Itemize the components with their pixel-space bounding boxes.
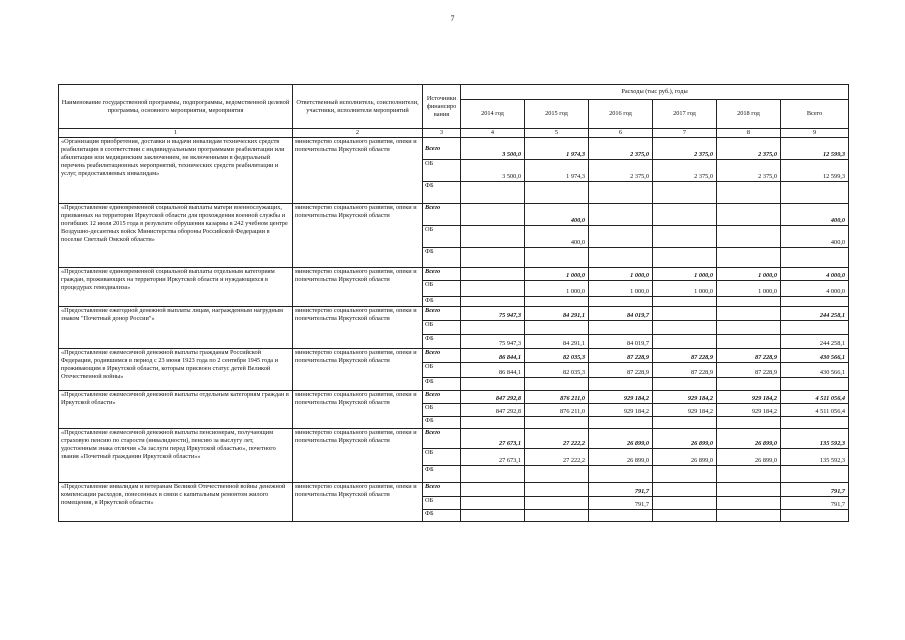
- executor: министерство социального развития, опеки и попечительства Иркутской области: [293, 391, 423, 429]
- value-ob: [461, 497, 525, 510]
- value-total: 4 511 056,4: [781, 391, 849, 404]
- value-ob: 1 000,0: [653, 281, 717, 297]
- value-total: 1 000,0: [653, 268, 717, 281]
- header-year: 2014 год: [461, 100, 525, 129]
- value-ob: [461, 281, 525, 297]
- budget-table: [58, 84, 849, 522]
- value-total: 1 974,3: [525, 138, 589, 160]
- value-ob: 2 375,0: [589, 160, 653, 182]
- value-ob: 26 899,0: [653, 449, 717, 466]
- value-ob: 244 258,1: [781, 335, 849, 349]
- value-ob: [653, 226, 717, 248]
- source-fb: ФБ: [423, 182, 461, 204]
- value-ob: 430 566,1: [781, 363, 849, 378]
- value-ob: 1 000,0: [589, 281, 653, 297]
- value-total: 135 592,3: [781, 429, 849, 449]
- value-ob: 791,7: [589, 497, 653, 510]
- source-total: Всего: [423, 391, 461, 404]
- value-ob: 84 019,7: [589, 335, 653, 349]
- activity-name: «Предоставление единовременной социальной выплаты отдельным категориям граждан, проживающих на территории Иркутской области и нуждающихся в процедурах гемодиализа»: [59, 268, 293, 307]
- col-number: 6: [589, 129, 653, 138]
- value-ob: 1 000,0: [525, 281, 589, 297]
- table-row: [59, 268, 849, 281]
- value-ob: 84 291,1: [525, 335, 589, 349]
- source-total: Всего: [423, 204, 461, 226]
- col-number: 2: [293, 129, 423, 138]
- executor: министерство социального развития, опеки и попечительства Иркутской области: [293, 268, 423, 307]
- value-total: 2 375,0: [589, 138, 653, 160]
- value-ob: [717, 497, 781, 510]
- source-fb: ФБ: [423, 510, 461, 522]
- value-ob: 87 228,9: [589, 363, 653, 378]
- activity-name: «Предоставление единовременной социальной выплаты матери военнослужащих, призванных на территории Иркутской области для прохождения военной службы и погибших 12 июля 2015 года в результате обрушения казармы в 242 учебном центре Воздушно-десантных войск Министерства обороны Российской Федерации в поселке Светлый Омской области»: [59, 204, 293, 268]
- value-total: [653, 483, 717, 497]
- header-source: Источники финансиро вания: [423, 85, 461, 129]
- value-total: 1 000,0: [717, 268, 781, 281]
- table-row: [59, 349, 849, 363]
- value-total: 82 035,3: [525, 349, 589, 363]
- col-number: 9: [781, 129, 849, 138]
- value-ob: [717, 335, 781, 349]
- value-ob: [525, 497, 589, 510]
- value-ob: 27 222,2: [525, 449, 589, 466]
- source-fb: ФБ: [423, 378, 461, 391]
- value-total: 3 500,0: [461, 138, 525, 160]
- executor: министерство социального развития, опеки и попечительства Иркутской области: [293, 483, 423, 522]
- value-ob: 400,0: [525, 226, 589, 248]
- value-ob: 82 035,3: [525, 363, 589, 378]
- table-row: [59, 138, 849, 160]
- value-total: [717, 204, 781, 226]
- value-total: 26 899,0: [589, 429, 653, 449]
- value-ob: 1 974,3: [525, 160, 589, 182]
- value-total: [653, 307, 717, 321]
- activity-name: «Организация приобретения, доставки и выдачи инвалидам технических средств реабилитации в соответствии с индивидуальными программами реабилитации или абилитации или медицинским заключением, не включенными в федеральный перечень реабилитационных мероприятий, технических средств реабилитации и услуг, предоставляемых инвалидам»: [59, 138, 293, 204]
- header-executor: Ответственный исполнитель, соисполнители, участники, исполнители мероприятий: [293, 85, 423, 129]
- value-total: [525, 483, 589, 497]
- value-total: 929 184,2: [653, 391, 717, 404]
- source-total: Всего: [423, 429, 461, 449]
- source-ob: ОБ: [423, 281, 461, 297]
- value-total: 1 000,0: [525, 268, 589, 281]
- col-number: 3: [423, 129, 461, 138]
- value-ob: 27 673,1: [461, 449, 525, 466]
- executor: министерство социального развития, опеки и попечительства Иркутской области: [293, 349, 423, 391]
- value-total: [653, 204, 717, 226]
- source-ob: ОБ: [423, 321, 461, 335]
- value-ob: 791,7: [781, 497, 849, 510]
- table-row: [59, 483, 849, 497]
- header-year: 2017 год: [653, 100, 717, 129]
- source-ob: ОБ: [423, 363, 461, 378]
- source-ob: ОБ: [423, 404, 461, 417]
- value-total: 87 228,9: [653, 349, 717, 363]
- header-year: 2015 год: [525, 100, 589, 129]
- table-row: [59, 307, 849, 321]
- value-ob: 87 228,9: [717, 363, 781, 378]
- col-number: 8: [717, 129, 781, 138]
- value-ob: 876 211,0: [525, 404, 589, 417]
- source-total: Всего: [423, 307, 461, 321]
- value-total: 84 019,7: [589, 307, 653, 321]
- value-total: 26 899,0: [717, 429, 781, 449]
- value-ob: 87 228,9: [653, 363, 717, 378]
- header-year: 2016 год: [589, 100, 653, 129]
- header-name: Наименование государственной программы, подпрограммы, ведомственной целевой программы, основного мероприятия, мероприятия: [59, 85, 293, 129]
- value-total: 2 375,0: [653, 138, 717, 160]
- col-number: 4: [461, 129, 525, 138]
- activity-name: «Предоставление ежемесячной денежной выплаты пенсионерам, получающим страховую пенсию по старости (инвалидности), пенсию за выслугу лет, удостоенным знака отличия «За заслуги перед Иркутской областью», почетного звания «Почетный гражданин Иркутской области»»: [59, 429, 293, 483]
- source-total: Всего: [423, 483, 461, 497]
- value-total: 12 599,3: [781, 138, 849, 160]
- value-total: [461, 204, 525, 226]
- source-fb: ФБ: [423, 248, 461, 268]
- activity-name: «Предоставление ежемесячной денежной выплаты гражданам Российской Федерации, родившимся в период с 23 июня 1923 года по 2 сентября 1945 года и проживающим в Иркутской области, которым присвоен статус детей Великой Отечественной войны»: [59, 349, 293, 391]
- value-ob: 929 184,2: [717, 404, 781, 417]
- value-total: 400,0: [525, 204, 589, 226]
- table-row: [59, 429, 849, 449]
- value-total: 876 211,0: [525, 391, 589, 404]
- value-total: 791,7: [589, 483, 653, 497]
- value-total: 400,0: [781, 204, 849, 226]
- value-ob: [653, 335, 717, 349]
- page-number: 7: [450, 14, 455, 23]
- value-total: 84 291,1: [525, 307, 589, 321]
- value-total: 75 947,3: [461, 307, 525, 321]
- source-ob: ОБ: [423, 160, 461, 182]
- value-total: [717, 307, 781, 321]
- value-ob: [589, 226, 653, 248]
- value-total: 87 228,9: [717, 349, 781, 363]
- col-number: 5: [525, 129, 589, 138]
- source-fb: ФБ: [423, 335, 461, 349]
- source-fb: ФБ: [423, 297, 461, 307]
- value-total: 87 228,9: [589, 349, 653, 363]
- value-total: [589, 204, 653, 226]
- executor: министерство социального развития, опеки и попечительства Иркутской области: [293, 204, 423, 268]
- value-total: 430 566,1: [781, 349, 849, 363]
- value-total: [461, 268, 525, 281]
- col-number: 1: [59, 129, 293, 138]
- col-number: 7: [653, 129, 717, 138]
- activity-name: «Предоставление ежемесячной денежной выплаты отдельным категориям граждан в Иркутской области»: [59, 391, 293, 429]
- value-ob: [653, 497, 717, 510]
- executor: министерство социального развития, опеки и попечительства Иркутской области: [293, 138, 423, 204]
- header-expenses: Расходы (тыс руб.), годы: [461, 85, 849, 100]
- value-total: 791,7: [781, 483, 849, 497]
- value-total: 847 292,8: [461, 391, 525, 404]
- activity-name: «Предоставление инвалидам и ветеранам Великой Отечественной войны денежной компенсации расходов, понесенных в связи с капитальным ремонтом жилого помещения, в Иркутской области»: [59, 483, 293, 522]
- value-total: 27 222,2: [525, 429, 589, 449]
- value-ob: 929 184,2: [589, 404, 653, 417]
- value-total: 27 673,1: [461, 429, 525, 449]
- value-ob: 929 184,2: [653, 404, 717, 417]
- value-ob: 3 500,0: [461, 160, 525, 182]
- table-row: [59, 204, 849, 226]
- value-total: 26 899,0: [653, 429, 717, 449]
- value-total: [717, 483, 781, 497]
- header-year: 2018 год: [717, 100, 781, 129]
- source-ob: ОБ: [423, 449, 461, 466]
- source-fb: ФБ: [423, 417, 461, 429]
- value-ob: 2 375,0: [653, 160, 717, 182]
- value-ob: [461, 226, 525, 248]
- value-ob: 135 592,3: [781, 449, 849, 466]
- value-total: 929 184,2: [717, 391, 781, 404]
- activity-name: «Предоставление ежегодной денежной выплаты лицам, награжденным нагрудным знаком "Почетный донор России"»: [59, 307, 293, 349]
- value-total: 2 375,0: [717, 138, 781, 160]
- source-ob: ОБ: [423, 226, 461, 248]
- source-total: Всего: [423, 268, 461, 281]
- value-ob: 4 000,0: [781, 281, 849, 297]
- value-ob: [717, 226, 781, 248]
- table-row: [59, 391, 849, 404]
- value-ob: 26 899,0: [589, 449, 653, 466]
- value-ob: 26 899,0: [717, 449, 781, 466]
- executor: министерство социального развития, опеки и попечительства Иркутской области: [293, 307, 423, 349]
- value-total: [461, 483, 525, 497]
- value-total: 1 000,0: [589, 268, 653, 281]
- value-ob: 400,0: [781, 226, 849, 248]
- value-total: 4 000,0: [781, 268, 849, 281]
- source-ob: ОБ: [423, 497, 461, 510]
- value-ob: 4 511 056,4: [781, 404, 849, 417]
- executor: министерство социального развития, опеки и попечительства Иркутской области: [293, 429, 423, 483]
- value-total: 86 844,1: [461, 349, 525, 363]
- value-ob: 2 375,0: [717, 160, 781, 182]
- source-total: Всего: [423, 138, 461, 160]
- value-ob: 75 947,3: [461, 335, 525, 349]
- value-ob: 1 000,0: [717, 281, 781, 297]
- source-fb: ФБ: [423, 466, 461, 483]
- value-ob: 12 599,3: [781, 160, 849, 182]
- value-total: 929 184,2: [589, 391, 653, 404]
- value-ob: 847 292,8: [461, 404, 525, 417]
- value-ob: 86 844,1: [461, 363, 525, 378]
- header-total: Всего: [781, 100, 849, 129]
- source-total: Всего: [423, 349, 461, 363]
- value-total: 244 258,1: [781, 307, 849, 321]
